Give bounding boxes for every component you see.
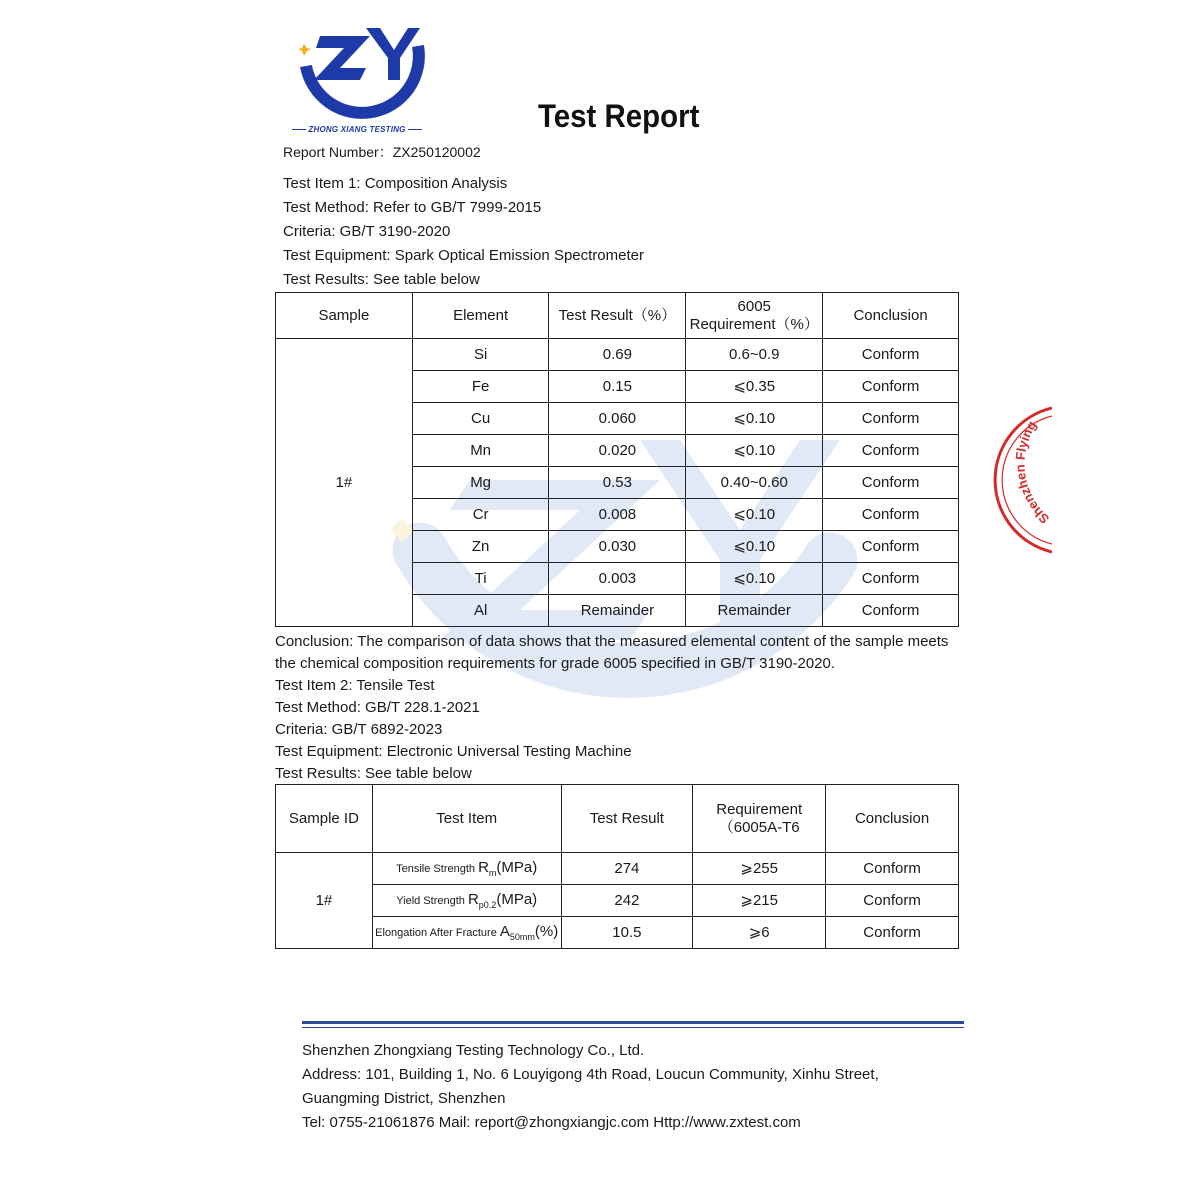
report-number: Report Number：ZX250120002: [283, 144, 481, 160]
requirement-cell: ⩾255: [693, 853, 826, 885]
result-cell: 0.008: [549, 499, 686, 531]
requirement-cell: ⩽0.10: [686, 403, 823, 435]
item2-title: Test Item 2: Tensile Test: [275, 677, 435, 694]
element-cell: Fe: [412, 371, 549, 403]
red-stamp: [992, 400, 1052, 560]
footer-rule: [302, 1021, 964, 1024]
conclusion-cell: Conform: [823, 403, 959, 435]
logo-caption: ZHONG XIANG TESTING: [286, 125, 428, 134]
element-cell: Si: [412, 339, 549, 371]
conclusion-cell: Conform: [823, 339, 959, 371]
tensile-table: [275, 784, 959, 949]
test-item-cell: [372, 917, 561, 949]
footer-rule-thin: [302, 1027, 964, 1028]
element-cell: Al: [412, 595, 549, 627]
result-cell: 0.69: [549, 339, 686, 371]
col-header-element: Element: [412, 293, 549, 339]
table-row: [276, 917, 959, 949]
requirement-cell: ⩽0.10: [686, 435, 823, 467]
result-cell: 0.020: [549, 435, 686, 467]
requirement-cell: Remainder: [686, 595, 823, 627]
result-cell: 0.003: [549, 563, 686, 595]
conclusion-cell: Conform: [826, 885, 959, 917]
composition-table: [275, 292, 959, 627]
item2-results: Test Results: See table below: [275, 765, 472, 782]
test-item-unit: (MPa): [496, 890, 538, 908]
table-row: [276, 885, 959, 917]
conclusion-cell: Conform: [826, 853, 959, 885]
col-header-conclusion: Conclusion: [823, 293, 959, 339]
conclusion-cell: Conform: [823, 563, 959, 595]
test-item-unit: (%): [534, 922, 559, 940]
result-cell: 0.15: [549, 371, 686, 403]
item1-title: Test Item 1: Composition Analysis: [283, 175, 508, 192]
element-cell: Cr: [412, 499, 549, 531]
test-item-name: Yield Strength: [396, 894, 468, 907]
element-cell: Zn: [412, 531, 549, 563]
table-row: [276, 339, 959, 371]
item2-method: Test Method: GB/T 228.1-2021: [275, 699, 480, 716]
star-icon: [298, 44, 311, 56]
conclusion-cell: Conform: [823, 435, 959, 467]
test-item-subscript: p0.2: [478, 899, 497, 910]
requirement-cell: 0.40~0.60: [686, 467, 823, 499]
element-cell: Mg: [412, 467, 549, 499]
item1-method: Test Method: Refer to GB/T 7999-2015: [283, 199, 542, 216]
col-header-sample: Sample: [276, 293, 413, 339]
footer-address-line1: Address: 101, Building 1, No. 6 Louyigong 4th Road, Loucun Community, Xinhu Street,: [302, 1066, 879, 1083]
result-cell: 274: [561, 853, 693, 885]
conclusion-cell: Conform: [823, 371, 959, 403]
sample-id-cell: 1#: [276, 853, 373, 949]
page-title: Test Report: [538, 98, 700, 134]
item1-results: Test Results: See table below: [283, 271, 480, 288]
footer-contact: Tel: 0755-21061876 Mail: report@zhongxiangjc.com Http://www.zxtest.com: [302, 1114, 801, 1131]
element-cell: Ti: [412, 563, 549, 595]
test-item-symbol: R: [467, 890, 479, 908]
item1-equipment: Test Equipment: Spark Optical Emission Spectrometer: [283, 247, 644, 264]
item1-conclusion-line1: Conclusion: The comparison of data shows that the measured elemental content of the sample meets: [275, 633, 949, 650]
test-item-subscript: m: [488, 867, 497, 878]
footer-address-line2: Guangming District, Shenzhen: [302, 1090, 506, 1107]
col-header-result: Test Result（%）: [549, 293, 686, 339]
item1-criteria: Criteria: GB/T 3190-2020: [283, 223, 451, 240]
result-cell: Remainder: [549, 595, 686, 627]
company-logo: [286, 6, 428, 138]
element-cell: Cu: [412, 403, 549, 435]
test-item-symbol: A: [499, 922, 510, 940]
test-item-name: Tensile Strength: [396, 862, 479, 875]
test-item-cell: [372, 853, 561, 885]
requirement-cell: ⩽0.10: [686, 499, 823, 531]
footer-company: Shenzhen Zhongxiang Testing Technology Co., Ltd.: [302, 1042, 645, 1059]
requirement-cell: 0.6~0.9: [686, 339, 823, 371]
item1-conclusion-line2: the chemical composition requirements for grade 6005 specified in GB/T 3190-2020.: [275, 655, 836, 672]
result-cell: 0.030: [549, 531, 686, 563]
result-cell: 10.5: [561, 917, 693, 949]
col-header-test-result: Test Result: [561, 785, 693, 853]
requirement-cell: ⩾6: [693, 917, 826, 949]
result-cell: 0.53: [549, 467, 686, 499]
requirement-cell: ⩽0.35: [686, 371, 823, 403]
test-item-cell: [372, 885, 561, 917]
col-header-test-item: Test Item: [372, 785, 561, 853]
test-item-unit: (MPa): [496, 858, 538, 876]
result-cell: 0.060: [549, 403, 686, 435]
test-item-name: Elongation After Fracture: [375, 926, 500, 939]
col-header-conclusion: Conclusion: [826, 785, 959, 853]
result-cell: 242: [561, 885, 693, 917]
requirement-cell: ⩽0.10: [686, 531, 823, 563]
conclusion-cell: Conform: [823, 531, 959, 563]
item2-equipment: Test Equipment: Electronic Universal Testing Machine: [275, 743, 632, 760]
conclusion-cell: Conform: [823, 467, 959, 499]
sample-id-cell: 1#: [276, 339, 413, 627]
conclusion-cell: Conform: [823, 499, 959, 531]
requirement-cell: ⩽0.10: [686, 563, 823, 595]
svg-text:Shenzhen Flying: Shenzhen Flying: [1012, 418, 1052, 527]
col-header-sample-id: Sample ID: [276, 785, 373, 853]
requirement-cell: ⩾215: [693, 885, 826, 917]
col-header-requirement: Requirement （6005A-T6: [693, 785, 826, 853]
test-item-symbol: R: [478, 858, 489, 876]
conclusion-cell: Conform: [823, 595, 959, 627]
test-item-subscript: 50mm: [509, 931, 535, 942]
conclusion-cell: Conform: [826, 917, 959, 949]
item2-criteria: Criteria: GB/T 6892-2023: [275, 721, 443, 738]
col-header-requirement: 6005 Requirement（%）: [686, 293, 823, 339]
table-row: [276, 853, 959, 885]
element-cell: Mn: [412, 435, 549, 467]
